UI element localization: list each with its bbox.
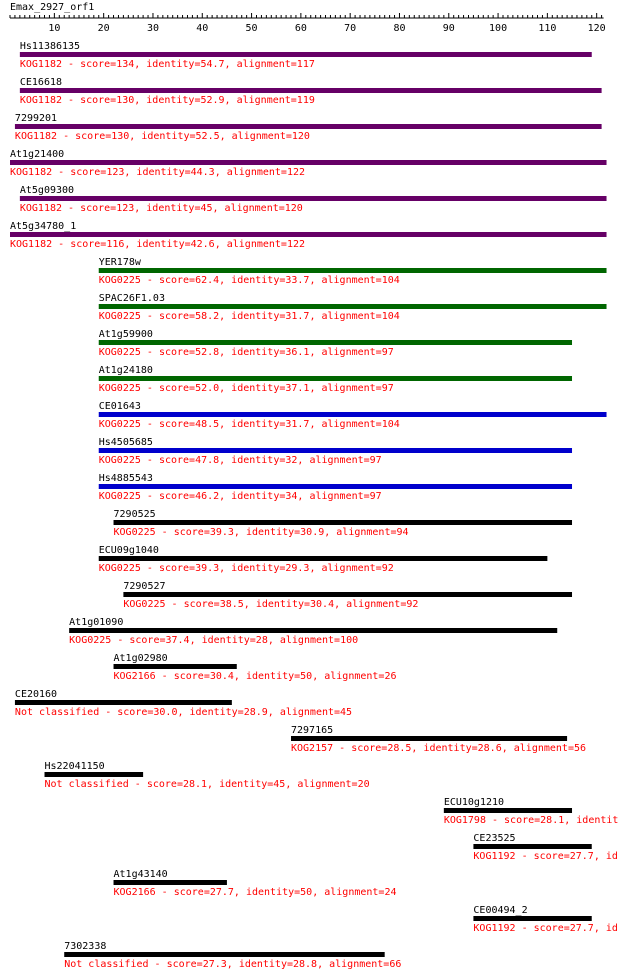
hit-annotation: KOG1182 - score=123, identity=45, alignment=120 bbox=[19, 203, 303, 214]
hit-annotation: KOG1182 - score=130, identity=52.5, alignment=120 bbox=[14, 131, 310, 142]
hit-annotation: KOG0225 - score=37.4, identity=28, alignment=100 bbox=[69, 635, 359, 646]
axis-tick-label: 10 bbox=[48, 23, 61, 34]
hit-annotation: KOG1192 - score=27.7, id bbox=[473, 923, 618, 934]
axis-tick-label: 100 bbox=[489, 23, 508, 34]
axis-tick-label: 40 bbox=[196, 23, 209, 34]
hit-annotation: Not classified - score=27.3, identity=28.8, alignment=66 bbox=[64, 959, 402, 970]
hit-bar bbox=[10, 160, 607, 165]
hit-name: 7302338 bbox=[64, 941, 107, 952]
hit-name: CE23525 bbox=[473, 833, 516, 844]
hit-annotation: KOG0225 - score=46.2, identity=34, alignment=97 bbox=[98, 491, 382, 502]
hit-bar bbox=[99, 412, 607, 417]
hit-bar bbox=[123, 592, 572, 597]
hit-name: SPAC26F1.03 bbox=[98, 293, 165, 304]
hit-name: 7290525 bbox=[113, 509, 156, 520]
hit-name: ECU09g1040 bbox=[98, 545, 159, 556]
hit-annotation: KOG2166 - score=27.7, identity=50, alignment=24 bbox=[113, 887, 397, 898]
hit-annotation: KOG0225 - score=39.3, identity=29.3, alignment=92 bbox=[98, 563, 394, 574]
hit-bar bbox=[45, 772, 144, 777]
hit-bar bbox=[114, 880, 227, 885]
hit-name: At1g01090 bbox=[69, 617, 124, 628]
hit-name: At1g24180 bbox=[98, 365, 153, 376]
hit-name: CE16618 bbox=[19, 77, 63, 88]
hit-bar bbox=[291, 736, 567, 741]
hit-bar bbox=[99, 484, 572, 489]
axis-tick-label: 110 bbox=[538, 23, 557, 34]
hit-annotation: KOG1182 - score=123, identity=44.3, alignment=122 bbox=[10, 167, 306, 178]
hit-bar bbox=[20, 52, 592, 57]
hit-bar bbox=[99, 268, 607, 273]
hit-annotation: KOG0225 - score=58.2, identity=31.7, alignment=104 bbox=[98, 311, 400, 322]
hit-annotation: KOG0225 - score=52.8, identity=36.1, alignment=97 bbox=[98, 347, 394, 358]
hit-annotation: KOG0225 - score=47.8, identity=32, alignment=97 bbox=[98, 455, 382, 466]
hit-name: 7299201 bbox=[14, 113, 58, 124]
axis-tick-label: 20 bbox=[97, 23, 110, 34]
axis-tick-label: 90 bbox=[442, 23, 455, 34]
hit-bar bbox=[99, 304, 607, 309]
axis-tick-label: 60 bbox=[294, 23, 307, 34]
hit-annotation: KOG1798 - score=28.1, identit bbox=[443, 815, 619, 826]
hit-bar bbox=[473, 916, 591, 921]
hit-annotation: KOG0225 - score=39.3, identity=30.9, alignment=94 bbox=[113, 527, 409, 538]
hit-name: Hs11386135 bbox=[19, 41, 81, 52]
axis-tick-label: 120 bbox=[587, 23, 606, 34]
hit-annotation: Not classified - score=30.0, identity=28.9, alignment=45 bbox=[14, 707, 353, 718]
hit-name: At5g34780_1 bbox=[10, 221, 77, 232]
hit-annotation: KOG0225 - score=38.5, identity=30.4, alignment=92 bbox=[123, 599, 419, 610]
hit-name: 7297165 bbox=[291, 725, 334, 736]
hit-bar bbox=[99, 376, 572, 381]
hit-annotation: Not classified - score=28.1, identity=45, alignment=20 bbox=[44, 779, 370, 790]
hit-name: CE01643 bbox=[98, 401, 141, 412]
axis-tick-label: 50 bbox=[245, 23, 258, 34]
hit-bar bbox=[114, 664, 237, 669]
hit-annotation: KOG1192 - score=27.7, id bbox=[473, 851, 618, 862]
hit-annotation: KOG2157 - score=28.5, identity=28.6, alignment=56 bbox=[291, 743, 587, 754]
hit-name: Hs4885543 bbox=[98, 473, 153, 484]
hit-bar bbox=[20, 88, 602, 93]
hit-name: Hs22041150 bbox=[44, 761, 105, 772]
hit-annotation: KOG2166 - score=30.4, identity=50, alignment=26 bbox=[113, 671, 397, 682]
hit-bar bbox=[64, 952, 384, 957]
hit-bar bbox=[444, 808, 572, 813]
hit-bar bbox=[99, 448, 572, 453]
axis-tick-label: 80 bbox=[393, 23, 406, 34]
hit-bar bbox=[15, 124, 602, 129]
hit-name: YER178w bbox=[98, 257, 141, 268]
hit-name: CE20160 bbox=[14, 689, 58, 700]
hit-bar bbox=[473, 844, 591, 849]
hit-bar bbox=[15, 700, 232, 705]
hit-name: ECU10g1210 bbox=[443, 797, 505, 808]
chart-title: Emax_2927_orf1 bbox=[10, 2, 95, 13]
hit-bar bbox=[20, 196, 607, 201]
hit-name: At1g43140 bbox=[113, 869, 168, 880]
hit-name: Hs4505685 bbox=[98, 437, 153, 448]
hit-bar bbox=[69, 628, 557, 633]
hit-annotation: KOG1182 - score=134, identity=54.7, alignment=117 bbox=[19, 59, 315, 70]
hit-name: CE00494_2 bbox=[473, 905, 528, 916]
hit-annotation: KOG1182 - score=130, identity=52.9, alignment=119 bbox=[19, 95, 315, 106]
axis-tick-label: 30 bbox=[146, 23, 159, 34]
hit-bar bbox=[99, 340, 572, 345]
hit-bar bbox=[99, 556, 548, 561]
hit-bar bbox=[114, 520, 572, 525]
hit-name: 7290527 bbox=[123, 581, 166, 592]
hit-name: At5g09300 bbox=[19, 185, 75, 196]
hit-bar bbox=[10, 232, 607, 237]
axis-tick-label: 70 bbox=[344, 23, 357, 34]
hit-name: At1g59900 bbox=[98, 329, 153, 340]
hit-name: At1g02980 bbox=[113, 653, 168, 664]
hit-annotation: KOG0225 - score=62.4, identity=33.7, alignment=104 bbox=[98, 275, 400, 286]
hit-annotation: KOG1182 - score=116, identity=42.6, alignment=122 bbox=[10, 239, 306, 250]
hit-name: At1g21400 bbox=[10, 149, 65, 160]
hit-annotation: KOG0225 - score=48.5, identity=31.7, alignment=104 bbox=[98, 419, 400, 430]
hit-annotation: KOG0225 - score=52.0, identity=37.1, alignment=97 bbox=[98, 383, 394, 394]
